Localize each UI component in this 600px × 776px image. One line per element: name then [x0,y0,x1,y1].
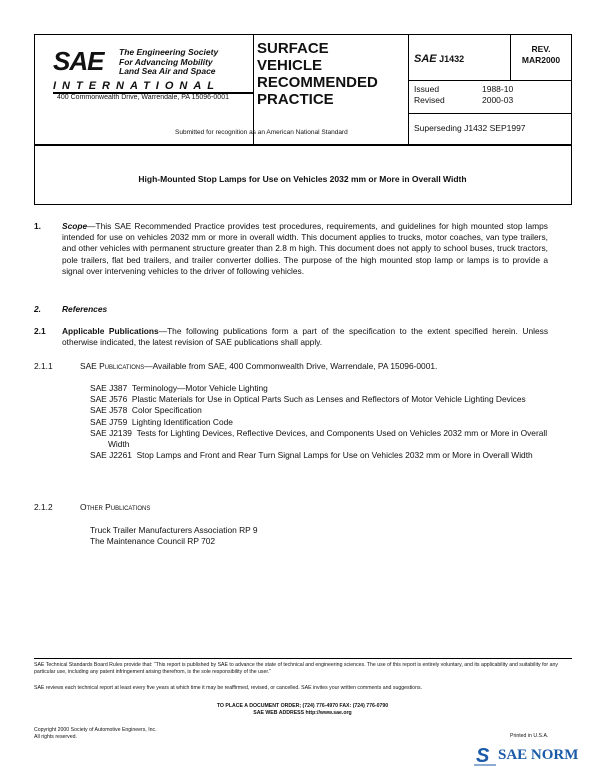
title-bottom-rule [34,204,572,205]
printed-note: Printed in U.S.A. [510,733,549,739]
sae-norm-badge [474,744,592,768]
list-item: SAE J578 Color Specification [90,405,202,416]
section-number: 2.1.1 [34,361,53,371]
superseding-note: Superseding J1432 SEP1997 [414,123,526,133]
applicable-heading: Applicable Publications [62,326,159,336]
list-item: SAE J387 Terminology—Motor Vehicle Lighting [90,383,268,393]
sae-address: 400 Commonwealth Drive, Warrendale, PA 15096-0001 [57,94,229,101]
document-type-title: SURFACE VEHICLE RECOMMENDED PRACTICE [257,40,378,108]
document-title: High-Mounted Stop Lamps for Use on Vehicles 2032 mm or More in Overall Width [138,174,467,184]
sae-publications-paragraph: SAE Publications—Available from SAE, 400 Commonwealth Drive, Warrendale, PA 15096-0001. [80,361,438,371]
list-item: SAE J2139 Tests for Lighting Devices, Reflective Devices, and Components Used on Vehicles 2032 mm or More in Overall Width [90,427,548,450]
scope-heading: Scope [62,221,88,231]
copyright: Copyright 2000 Society of Automotive Engineers, Inc. [34,727,157,733]
svg-text:S: S [476,745,490,767]
title-top-rule [34,144,572,145]
sae-publications-heading: SAE Publications [80,361,145,371]
revision-box: REV. MAR2000 [521,44,561,65]
list-item: SAE J759 Lighting Identification Code [90,416,233,427]
doc-number: SAE J1432 [414,53,465,65]
scope-paragraph: Scope—This SAE Recommended Practice provides test procedures, requirements, and guidelines for high mounted stop lamps intended for use on vehicles 2032 mm or more in overall width. This document applies to trucks, motor coaches, van type trailers, and other vehicles with permanent structure greater than 2.8 m high. This document does not apply to school buses, truck tractors, pole trailers, flat bed trailers, and trailer converter dollies. The purpose of the high mounted stop lamp or lamps is to provide a signal over intervening vehicles to the driver of following vehicles. [62,221,548,276]
section-number: 2. [34,304,41,314]
list-item: SAE J2261 Stop Lamps and Front and Rear Turn Signal Lamps for Use on Vehicles 2032 mm or More in Overall Width [90,450,533,461]
order-info: TO PLACE A DOCUMENT ORDER; (724) 776-4970 FAX: (724) 776-0790 [216,703,389,709]
submitted-note: Submitted for recognition as an American National Standard [175,129,348,136]
section-number: 2.1 [34,326,46,336]
web-address: SAE WEB ADDRESS http://www.sae.org [253,710,352,716]
rights-reserved: All rights reserved. [34,734,77,740]
list-item: The Maintenance Council RP 702 [90,536,216,547]
review-note: SAE reviews each technical report at least every five years at which time it may be reaffirmed, revised, or cancelled. SAE invites your written comments and suggestions. [34,685,422,691]
sae-logo: SAE [53,46,104,76]
section-number: 2.1.2 [34,502,53,512]
list-item: SAE J576 Plastic Materials for Use in Optical Parts Such as Lenses and Reflectors of Motor Vehicle Lighting Devices [90,394,526,405]
footer-rule [34,658,572,659]
list-item: Truck Trailer Manufacturers Association RP 9 [90,525,258,535]
policy-note: SAE Technical Standards Board Rules provide that: “This report is published by SAE to advance the state of technical and engineering sciences. The use of this report is entirely voluntary, and its applicability and suitability for any particular use, including any patent infringement arising therefrom, is the sole responsibility of the user.” [34,662,558,675]
other-publications-heading: Other Publications [80,502,151,512]
society-tagline: The Engineering Society For Advancing Mobility Land Sea Air and Space [119,47,219,76]
logo-international: INTERNATIONAL [53,80,221,92]
references-heading: References [62,304,108,314]
section-number: 1. [34,221,41,231]
applicable-paragraph: Applicable Publications—The following publications form a part of the specification to the extent specified herein. Unless otherwise indicated, the latest revision of SAE publications shall apply. [62,326,549,348]
badge-text: SAE NORM [498,747,579,763]
header-box [34,34,572,146]
doc-dates: Issued 1988-10 Revised 2000-03 [414,84,514,105]
sae-publications-list [90,383,550,461]
other-publications-list [90,525,550,547]
